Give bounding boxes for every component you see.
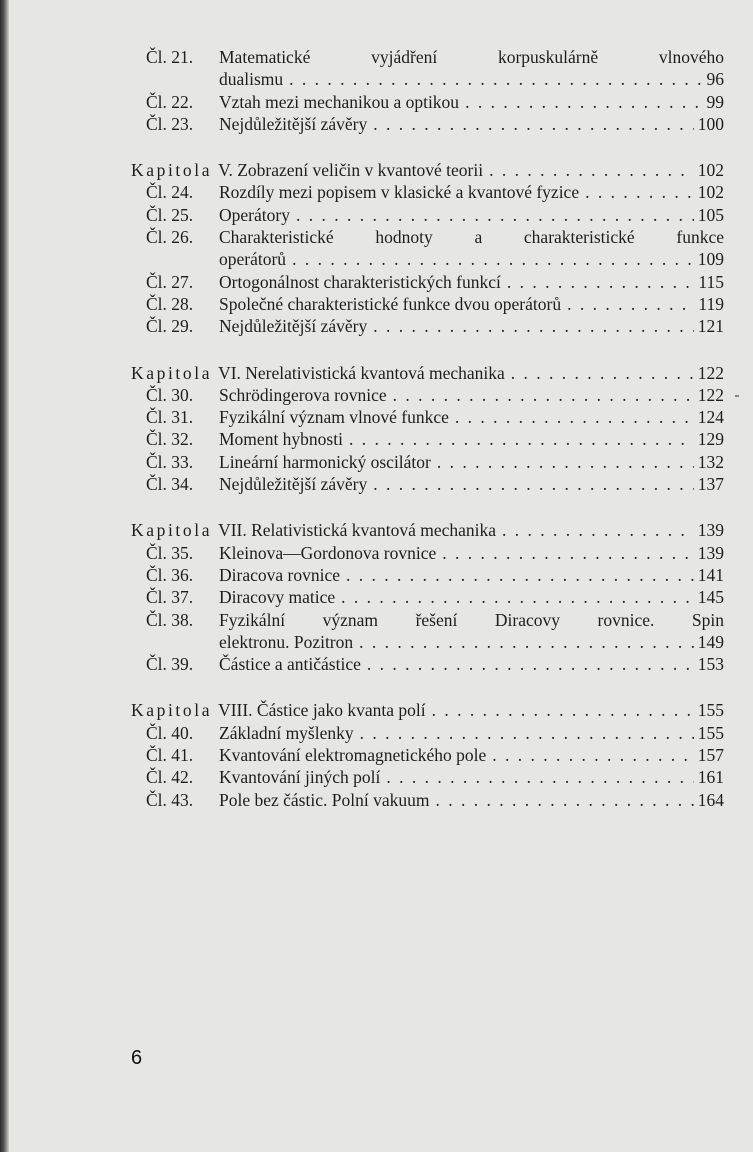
toc-entry bbox=[131, 744, 724, 766]
toc-entry bbox=[131, 564, 724, 586]
toc-entry bbox=[131, 653, 724, 675]
dot-leader bbox=[459, 91, 702, 113]
page-number: 6 bbox=[131, 1047, 143, 1069]
page-ref: 137 bbox=[697, 474, 724, 495]
toc-entry bbox=[131, 722, 724, 744]
entry-number: Čl. 37. bbox=[146, 587, 194, 608]
toc-entry bbox=[131, 181, 724, 203]
entry-title-text: Nejdůležitější závěry bbox=[219, 316, 368, 337]
entry-title-text: Nejdůležitější závěry bbox=[219, 474, 368, 495]
chapter-title: VII. Relativistická kvantová mechanika bbox=[218, 520, 497, 541]
page-ref: 155 bbox=[697, 722, 724, 743]
entry-number: Čl. 40. bbox=[146, 722, 194, 743]
page-ref: 105 bbox=[697, 204, 724, 225]
entry-number: Čl. 26. bbox=[146, 227, 194, 248]
page-ref: 96 bbox=[706, 69, 724, 90]
entry-number: Čl. 31. bbox=[146, 407, 194, 428]
page-ref: 109 bbox=[697, 249, 724, 270]
dot-leader bbox=[367, 113, 694, 135]
entry-title-text: Kvantování elektromagnetického pole bbox=[219, 745, 487, 766]
entry-number: Čl. 27. bbox=[146, 271, 194, 292]
toc-entry bbox=[131, 46, 724, 91]
entry-title-line-with-leader bbox=[219, 113, 724, 135]
toc-entry bbox=[131, 428, 724, 450]
chapter-heading bbox=[131, 699, 724, 721]
chapter-keyword: Kapitola bbox=[131, 362, 213, 383]
toc-entry bbox=[131, 451, 724, 473]
table-of-contents bbox=[131, 46, 724, 811]
chapter-title: V. Zobrazení veličin v kvantové teorii bbox=[218, 160, 484, 181]
entry-title-line-with-leader bbox=[219, 789, 724, 811]
entry-title-text: operátorů bbox=[219, 249, 287, 270]
dot-leader bbox=[361, 653, 694, 675]
toc-entry bbox=[131, 542, 724, 564]
page-ref: 161 bbox=[697, 767, 724, 788]
page-ref: 122 bbox=[697, 384, 724, 405]
dot-leader bbox=[431, 451, 694, 473]
page-ref: 129 bbox=[697, 429, 724, 450]
page-ref: 121 bbox=[697, 316, 724, 337]
dot-leader bbox=[483, 159, 694, 181]
entry-title-line-with-leader bbox=[219, 248, 724, 270]
dot-leader bbox=[505, 362, 694, 384]
toc-entry bbox=[131, 766, 724, 788]
toc-entry bbox=[131, 91, 724, 113]
chapter-heading bbox=[131, 362, 724, 384]
page-ref: 102 bbox=[697, 182, 724, 203]
dot-leader bbox=[561, 293, 694, 315]
chapter-heading-line bbox=[131, 519, 724, 541]
chapter-spacer bbox=[131, 338, 724, 362]
book-binding-edge bbox=[0, 0, 9, 1152]
dot-leader bbox=[426, 699, 694, 721]
entry-number: Čl. 29. bbox=[146, 316, 194, 337]
toc-entry bbox=[131, 113, 724, 135]
toc-entry bbox=[131, 271, 724, 293]
entry-title-line-with-leader bbox=[219, 542, 724, 564]
page-ref: 132 bbox=[697, 451, 724, 472]
toc-entry bbox=[131, 586, 724, 608]
entry-number: Čl. 39. bbox=[146, 654, 194, 675]
dot-leader bbox=[340, 564, 694, 586]
entry-title-line: Charakteristické hodnoty a charakteristické funkce bbox=[219, 227, 724, 248]
entry-number: Čl. 42. bbox=[146, 767, 194, 788]
entry-title-line-with-leader bbox=[219, 586, 724, 608]
page-ref: 145 bbox=[697, 587, 724, 608]
dot-leader bbox=[343, 428, 694, 450]
entry-number: Čl. 21. bbox=[146, 47, 194, 67]
entry-title-line-with-leader bbox=[219, 91, 724, 113]
page-ref: 122 bbox=[697, 362, 724, 383]
entry-number: Čl. 33. bbox=[146, 451, 194, 472]
entry-title-text: Diracovy matice bbox=[219, 587, 336, 608]
chapter-spacer bbox=[131, 675, 724, 699]
entry-number: Čl. 25. bbox=[146, 204, 194, 225]
entry-number: Čl. 28. bbox=[146, 293, 194, 314]
chapter-keyword: Kapitola bbox=[131, 520, 213, 541]
entry-title-text: Kvantování jiných polí bbox=[219, 767, 381, 788]
chapter-heading-line bbox=[131, 362, 724, 384]
entry-title-line-with-leader bbox=[219, 384, 724, 406]
dot-leader bbox=[449, 406, 694, 428]
page-ref: 157 bbox=[697, 745, 724, 766]
chapter-keyword: Kapitola bbox=[131, 700, 213, 721]
entry-number: Čl. 36. bbox=[146, 564, 194, 585]
page-ref: 155 bbox=[697, 700, 724, 721]
page-ref: 153 bbox=[697, 654, 724, 675]
toc-entry bbox=[131, 473, 724, 495]
page-ref: 115 bbox=[698, 271, 724, 292]
entry-title-text: elektronu. Pozitron bbox=[219, 631, 354, 652]
page-ref: 119 bbox=[698, 293, 724, 314]
entry-title-text: Schrödingerova rovnice bbox=[219, 384, 387, 405]
entry-title-text: Pole bez částic. Polní vakuum bbox=[219, 789, 430, 810]
entry-title-text: Kleinova—Gordonova rovnice bbox=[219, 542, 437, 563]
dot-leader bbox=[380, 766, 693, 788]
dot-leader bbox=[501, 271, 695, 293]
chapter-spacer bbox=[131, 495, 724, 519]
entry-title-line-with-leader bbox=[219, 653, 724, 675]
entry-number: Čl. 23. bbox=[146, 113, 194, 134]
print-speck bbox=[735, 395, 739, 397]
dot-leader bbox=[353, 631, 694, 653]
entry-number: Čl. 41. bbox=[146, 745, 194, 766]
page-ref: 100 bbox=[697, 113, 724, 134]
page-ref: 99 bbox=[706, 91, 724, 112]
dot-leader bbox=[496, 519, 694, 541]
entry-number: Čl. 22. bbox=[146, 91, 194, 112]
entry-number: Čl. 38. bbox=[146, 609, 194, 630]
entry-title-line: Fyzikální význam řešení Diracovy rovnice. Spin bbox=[219, 609, 724, 630]
chapter-heading-line bbox=[131, 699, 724, 721]
chapter-title: VIII. Částice jako kvanta polí bbox=[218, 700, 426, 721]
entry-title-line-with-leader bbox=[219, 406, 724, 428]
dot-leader bbox=[354, 722, 694, 744]
dot-leader bbox=[436, 542, 694, 564]
entry-title-text: Nejdůležitější závěry bbox=[219, 113, 368, 134]
entry-title-text: Rozdíly mezi popisem v klasické a kvantové fyzice bbox=[219, 182, 580, 203]
page-ref: 164 bbox=[697, 789, 724, 810]
entry-number: Čl. 24. bbox=[146, 182, 194, 203]
page-ref: 141 bbox=[697, 564, 724, 585]
chapter-heading-line bbox=[131, 159, 724, 181]
entry-number: Čl. 30. bbox=[146, 384, 194, 405]
chapter-heading bbox=[131, 159, 724, 181]
chapter-spacer bbox=[131, 135, 724, 159]
entry-title-text: Fyzikální význam vlnové funkce bbox=[219, 407, 449, 428]
entry-title-line-with-leader bbox=[219, 68, 724, 90]
dot-leader bbox=[486, 744, 693, 766]
entry-title-line-with-leader bbox=[219, 293, 724, 315]
entry-title-text: Vztah mezi mechanikou a optikou bbox=[219, 91, 460, 112]
entry-title-line-with-leader bbox=[219, 204, 724, 226]
entry-number: Čl. 32. bbox=[146, 429, 194, 450]
entry-title-line-with-leader bbox=[219, 766, 724, 788]
toc-entry bbox=[131, 406, 724, 428]
dot-leader bbox=[283, 68, 702, 90]
entry-title-line-with-leader bbox=[219, 722, 724, 744]
entry-title-line-with-leader bbox=[219, 315, 724, 337]
toc-entry bbox=[131, 609, 724, 654]
toc-entry bbox=[131, 226, 724, 271]
toc-entry bbox=[131, 789, 724, 811]
entry-title-text: Částice a antičástice bbox=[219, 654, 361, 675]
chapter-heading bbox=[131, 519, 724, 541]
dot-leader bbox=[286, 248, 694, 270]
dot-leader bbox=[290, 204, 694, 226]
entry-number: Čl. 34. bbox=[146, 474, 194, 495]
entry-title-text: Diracova rovnice bbox=[219, 564, 340, 585]
entry-title-text: dualismu bbox=[219, 69, 284, 90]
toc-entry bbox=[131, 384, 724, 406]
dot-leader bbox=[367, 473, 694, 495]
entry-number: Čl. 35. bbox=[146, 542, 194, 563]
page-ref: 139 bbox=[697, 520, 724, 541]
entry-title-line-with-leader bbox=[219, 181, 724, 203]
entry-title-text: Základní myšlenky bbox=[219, 722, 354, 743]
entry-title-line-with-leader bbox=[219, 451, 724, 473]
chapter-title: VI. Nerelativistická kvantová mechanika bbox=[218, 362, 505, 383]
dot-leader bbox=[579, 181, 694, 203]
toc-entry bbox=[131, 293, 724, 315]
entry-title-text: Moment hybnosti bbox=[219, 429, 343, 450]
entry-title-text: Ortogonálnost charakteristických funkcí bbox=[219, 271, 501, 292]
page-ref: 102 bbox=[697, 160, 724, 181]
dot-leader bbox=[387, 384, 694, 406]
entry-title-text: Lineární harmonický oscilátor bbox=[219, 451, 431, 472]
page-ref: 124 bbox=[697, 407, 724, 428]
dot-leader bbox=[335, 586, 694, 608]
entry-title-line-with-leader bbox=[219, 631, 724, 653]
dot-leader bbox=[429, 789, 693, 811]
entry-title-line-with-leader bbox=[219, 744, 724, 766]
chapter-keyword: Kapitola bbox=[131, 160, 213, 181]
toc-entry bbox=[131, 315, 724, 337]
entry-number: Čl. 43. bbox=[146, 789, 194, 810]
entry-title-text: Společné charakteristické funkce dvou operátorů bbox=[219, 293, 562, 314]
entry-title-line: Matematické vyjádření korpuskulárně vlnového bbox=[219, 47, 724, 67]
entry-title-line-with-leader bbox=[219, 564, 724, 586]
dot-leader bbox=[367, 315, 694, 337]
toc-entry bbox=[131, 204, 724, 226]
entry-title-text: Operátory bbox=[219, 204, 290, 225]
page-ref: 139 bbox=[697, 542, 724, 563]
entry-title-line-with-leader bbox=[219, 428, 724, 450]
entry-title-line-with-leader bbox=[219, 271, 724, 293]
entry-title-line-with-leader bbox=[219, 473, 724, 495]
page-ref: 149 bbox=[697, 631, 724, 652]
